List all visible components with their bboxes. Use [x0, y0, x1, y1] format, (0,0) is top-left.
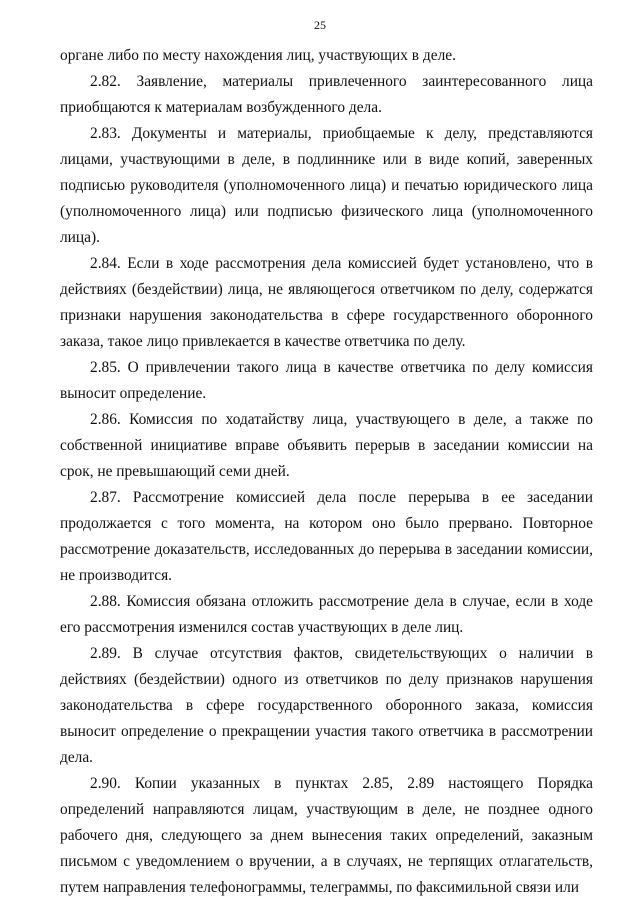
paragraph-continuation: органе либо по месту нахождения лиц, участвующих в деле. — [60, 47, 456, 64]
paragraph-2-89: 2.89. В случае отсутствия фактов, свидетельствующих о наличии в действиях (бездействии) одного из ответчиков по делу признаков нарушения законодательства в сфере государственного оборонного заказа, комиссия выносит определение о прекращении участия такого ответчика в рассмотрении дела. — [60, 645, 593, 766]
paragraph-2-88: 2.88. Комиссия обязана отложить рассмотрение дела в случае, если в ходе его рассмотрения изменился состав участвующих в деле лиц. — [60, 593, 593, 636]
paragraph-2-82: 2.82. Заявление, материалы привлеченного заинтересованного лица приобщаются к материалам возбужденного дела. — [60, 73, 593, 116]
paragraph-2-85: 2.85. О привлечении такого лица в качестве ответчика по делу комиссия выносит определение. — [60, 359, 593, 402]
paragraph-2-83: 2.83. Документы и материалы, приобщаемые к делу, представляются лицами, участвующими в деле, в подлиннике или в виде копий, заверенных подписью руководителя (уполномоченного лица) и печатью юридического лица (уполномоченного лица) или подписью физического лица (уполномоченного лица). — [60, 125, 593, 246]
paragraph-2-90: 2.90. Копии указанных в пунктах 2.85, 2.89 настоящего Порядка определений направляются лицам, участвующим в деле, не позднее одного рабочего дня, следующего за днем вынесения таких определений, заказным письмом с уведомлением о вручении, а в случаях, не терпящих отлагательств, путем направления телефонограммы, телеграммы, по факсимильной связи или — [60, 775, 593, 896]
page-number: 25 — [314, 18, 326, 32]
document-body — [60, 43, 593, 901]
paragraph-2-86: 2.86. Комиссия по ходатайству лица, участвующего в деле, а также по собственной инициативе вправе объявить перерыв в заседании комиссии на срок, не превышающий семи дней. — [60, 411, 593, 480]
paragraph-2-84: 2.84. Если в ходе рассмотрения дела комиссией будет установлено, что в действиях (бездействии) лица, не являющегося ответчиком по делу, содержатся признаки нарушения законодательства в сфере государственного оборонного заказа, такое лицо привлекается в качестве ответчика по делу. — [60, 255, 593, 350]
paragraph-2-87: 2.87. Рассмотрение комиссией дела после перерыва в ее заседании продолжается с того момента, на котором оно было прервано. Повторное рассмотрение доказательств, исследованных до перерыва в заседании комиссии, не производится. — [60, 489, 593, 584]
